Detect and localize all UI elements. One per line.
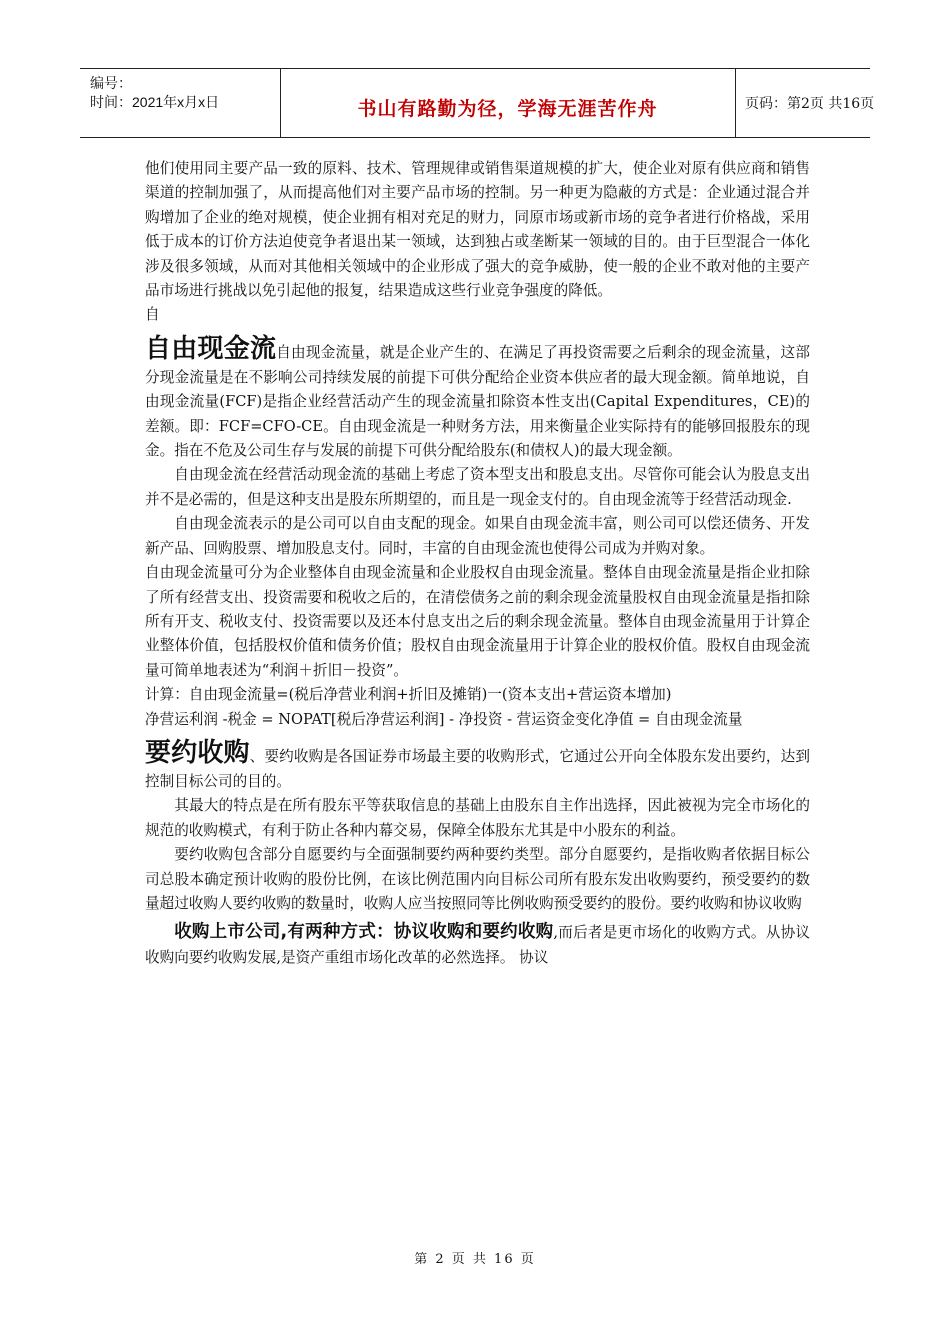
formula-line: 净营运利润 -税金 = NOPAT[税后净营运利润] - 净投资 - 营运资金变化净值 = 自由现金流量 (145, 710, 743, 728)
paragraph: 自由现金流在经营活动现金流的基础上考虑了资本型支出和股息支出。尽管你可能会认为股息支出并不是必需的，但是这种支出是股东所期望的，而且是一现金支付的。自由现金流等于经营活动现金. (145, 466, 810, 508)
fcf-definition: 自由现金流量，就是企业产生的、在满足了再投资需要之后剩余的现金流量，这部分现金流量是在不影响公司持续发展的前提下可供分配给企业资本供应者的最大现金额。简单地说，自由现金流量(FCF)是指企业经营活动产生的现金流量扣除资本性支出(Capital Expenditures，CE)的差额。即：FCF=CFO-CE。自由现金流是一种财务方法，用来衡量企业实际持有的能够回报股东的现金。指在不危及公司生存与发展的前提下可供分配给股东(和债权人)的最大现金额。 (145, 343, 810, 460)
fcf-section (145, 332, 810, 464)
motto-text: 书山有路勤为径，学海无涯苦作舟 (357, 98, 658, 120)
header-table (80, 68, 875, 138)
acquisition-section (145, 920, 810, 970)
fcf-heading: 自由现金流 (145, 333, 277, 364)
paragraph: 自由现金流表示的是公司可以自由支配的现金。如果自由现金流丰富，则公司可以偿还债务、开发新产品、回购股票、增加股息支付。同时，丰富的自由现金流也使得公司成为并购对象。 (145, 515, 810, 557)
header-motto-cell (280, 69, 736, 137)
paragraph: 其最大的特点是在所有股东平等获取信息的基础上由股东自主作出选择，因此被视为完全市场化的规范的收购模式，有利于防止各种内幕交易，保障全体股东尤其是中小股东的利益。 (145, 797, 810, 839)
tender-heading: 要约收购 (145, 737, 250, 768)
paragraph: 自 (145, 306, 160, 324)
page-footer: 第 2 页 共 16 页 (414, 1252, 536, 1267)
acquisition-text: ,而后者是更市场化的收购方式。从协议收购向要约收购发展,是资产重组市场化改革的必然选择。 协议 (145, 924, 810, 966)
paragraph: 要约收购包含部分自愿要约与全面强制要约两种要约类型。部分自愿要约，是指收购者依据目标公司总股本确定预计收购的股份比例，在该比例范围内向目标公司所有股东发出收购要约，预受要约的数量超过收购人要约收购的数量时，收购人应当按照同等比例收购预受要约的股份。要约收购和协议收购 (145, 846, 810, 912)
doc-number-label: 编号： (90, 75, 132, 91)
tender-definition: 、要约收购是各国证券市场最主要的收购形式，它通过公开向全体股东发出要约，达到控制目标公司的目的。 (145, 747, 810, 790)
document-body (145, 157, 810, 970)
header-page-cell (735, 69, 875, 137)
formula-line: 计算：自由现金流量=(税后净营业利润+折旧及摊销)一(资本支出+营运资本增加) (145, 686, 672, 704)
acquisition-heading: 收购上市公司,有两种方式：协议收购和要约收购 (174, 922, 554, 943)
paragraph: 自由现金流量可分为企业整体自由现金流量和企业股权自由现金流量。整体自由现金流量是指企业扣除了所有经营支出、投资需要和税收之后的，在清偿债务之前的剩余现金流量股权自由现金流量是指扣除所有开支、税收支付、投资需要以及还本付息支出之后的剩余现金流量。整体自由现金流量用于计算企业整体价值，包括股权价值和债务价值；股权自由现金流量用于计算企业的股权价值。股权自由现金流量可简单地表述为“利润＋折旧－投资”。 (145, 564, 810, 679)
page-number-label: 页码：第2页 共16页 (745, 96, 875, 112)
date-label: 时间：2021年x月x日 (90, 94, 220, 110)
paragraph: 他们使用同主要产品一致的原料、技术、管理规律或销售渠道规模的扩大，使企业对原有供应商和销售渠道的控制加强了，从而提高他们对主要产品市场的控制。另一种更为隐蔽的方式是：企业通过混合并购增加了企业的绝对规模，使企业拥有相对充足的财力，同原市场或新市场的竞争者进行价格战，采用低于成本的订价方法迫使竞争者退出某一领域，达到独占或垄断某一领域的目的。由于巨型混合一体化涉及很多领域，从而对其他相关领域中的企业形成了强大的竞争威胁，使一般的企业不敢对他的主要产品市场进行挑战以免引起他的报复，结果造成这些行业竞争强度的降低。 (145, 160, 810, 300)
header-meta-cell (80, 69, 281, 137)
tender-section (145, 736, 810, 794)
